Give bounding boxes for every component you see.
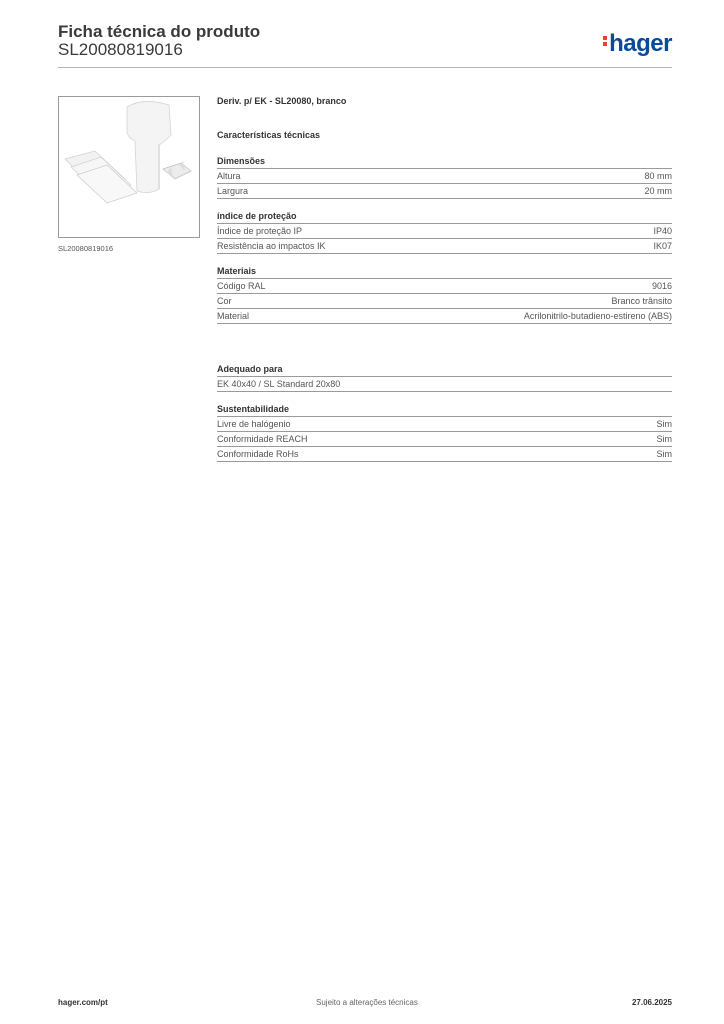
spec-row	[217, 239, 672, 254]
product-illustration-icon	[59, 97, 199, 237]
logo-text: hager	[609, 30, 672, 57]
spec-label: Livre de halógenio	[217, 419, 291, 429]
logo-dots-icon	[603, 34, 607, 48]
spec-row	[217, 169, 672, 184]
page-header	[58, 20, 672, 70]
spec-value: Sim	[656, 419, 672, 429]
spec-label: Material	[217, 311, 250, 321]
group-title: Materiais	[217, 266, 672, 279]
spec-value: 9016	[651, 281, 672, 291]
spec-label: Conformidade REACH	[217, 434, 308, 444]
spec-row	[217, 279, 672, 294]
spec-value: Acrilonitrilo-butadieno-estireno (ABS)	[523, 311, 672, 321]
spec-label: Código RAL	[217, 281, 266, 291]
spec-label: Resistência ao impactos IK	[217, 241, 326, 251]
section-title: Características técnicas	[217, 130, 321, 140]
spec-row	[217, 224, 672, 239]
group-title: Adequado para	[217, 364, 672, 377]
spec-value: IP40	[653, 226, 672, 236]
group-dimensions	[217, 156, 672, 199]
group-sustainability	[217, 404, 672, 462]
footer-date: 27.06.2025	[631, 998, 672, 1007]
footer-website-link[interactable]: hager.com/pt	[58, 998, 108, 1007]
spec-row	[217, 447, 672, 462]
spec-label: Cor	[217, 296, 232, 306]
product-title: Deriv. p/ EK - SL20080, branco	[217, 96, 347, 106]
spec-value: 80 mm	[644, 171, 672, 181]
spec-value: Branco trânsito	[611, 296, 672, 306]
header-divider	[58, 67, 672, 68]
hager-logo	[603, 30, 672, 58]
spec-row	[217, 294, 672, 309]
spec-value: Sim	[656, 434, 672, 444]
group-title: Dimensões	[217, 156, 672, 169]
spec-label: Altura	[217, 171, 241, 181]
photo-caption: SL20080819016	[58, 244, 114, 253]
spec-value: IK07	[653, 241, 672, 251]
spec-row	[217, 377, 672, 392]
spec-row	[217, 432, 672, 447]
spec-row	[217, 417, 672, 432]
spec-label: EK 40x40 / SL Standard 20x80	[217, 379, 341, 389]
spec-value: Sim	[656, 449, 672, 459]
page-title: Ficha técnica do produto	[58, 22, 261, 41]
group-protection	[217, 211, 672, 254]
spec-row	[217, 184, 672, 199]
product-photo	[58, 96, 200, 238]
spec-label: Índice de proteção IP	[217, 226, 303, 236]
group-title: Sustentabilidade	[217, 404, 672, 417]
product-code: SL20080819016	[58, 40, 183, 59]
group-suitable-for	[217, 364, 672, 392]
footer-disclaimer: Sujeito a alterações técnicas	[316, 998, 418, 1007]
spec-label: Conformidade RoHs	[217, 449, 299, 459]
group-materials	[217, 266, 672, 324]
group-title: índice de proteção	[217, 211, 672, 224]
spec-label: Largura	[217, 186, 249, 196]
spec-value: 20 mm	[644, 186, 672, 196]
spec-row	[217, 309, 672, 324]
spec-sheet	[217, 96, 672, 474]
